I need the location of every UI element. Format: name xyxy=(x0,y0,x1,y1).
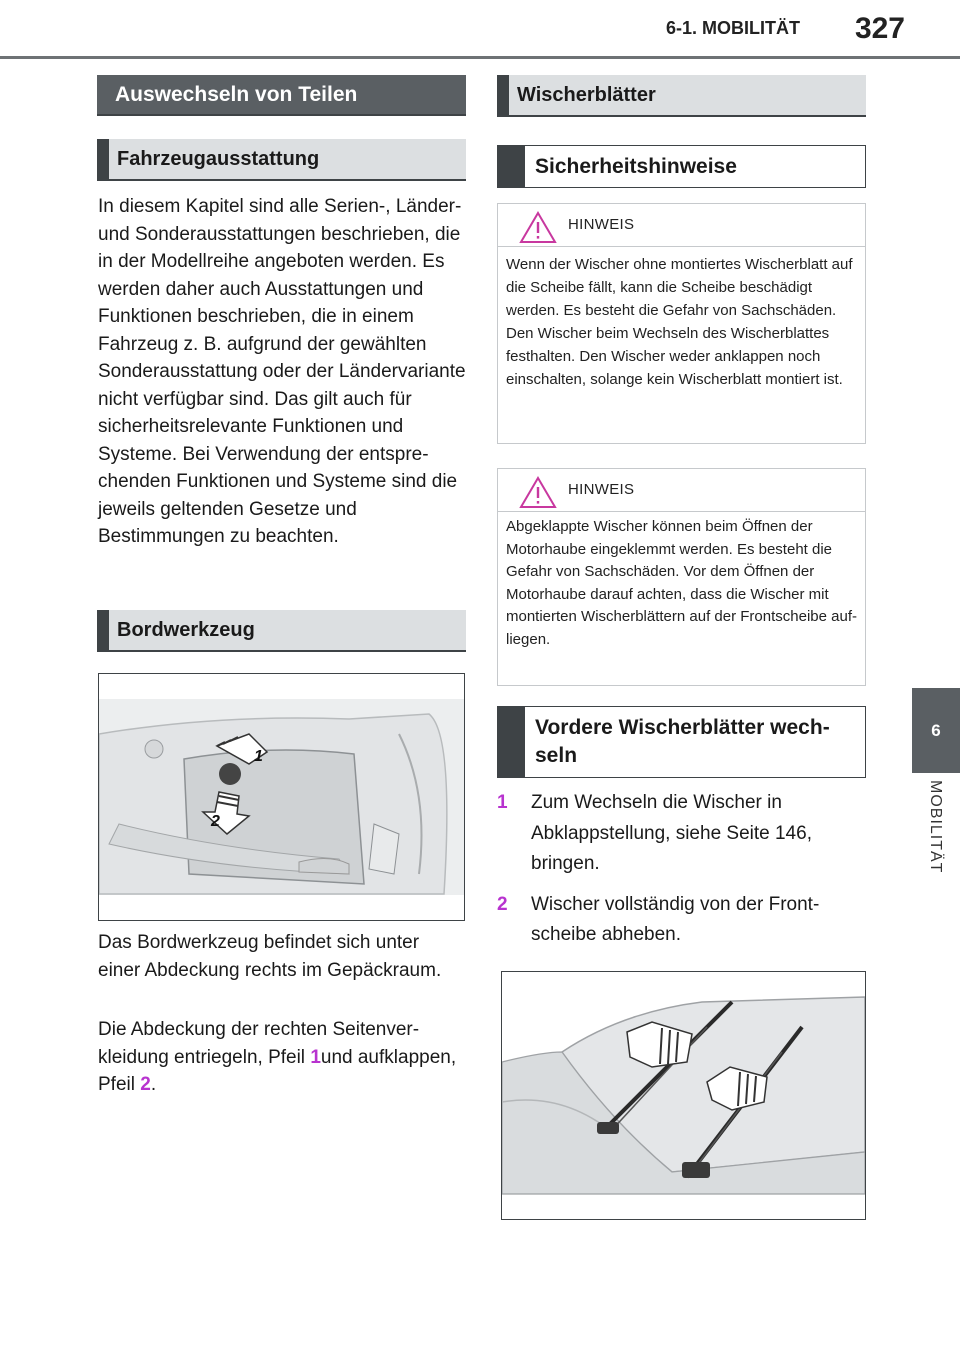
figure-label-2: 2 xyxy=(211,813,220,830)
notice-box-1 xyxy=(497,203,866,444)
notice-2-title: HINWEIS xyxy=(568,481,635,498)
heading-fahrzeugausstattung-text: Fahrzeugausstattung xyxy=(117,147,320,170)
warning-triangle-icon xyxy=(518,210,558,244)
heading-auswechseln xyxy=(97,75,466,116)
page-number: 327 xyxy=(854,12,905,45)
step-number-1: 1 xyxy=(497,792,508,813)
step-number-2: 2 xyxy=(497,893,508,915)
step-item-1 xyxy=(497,788,866,880)
notice-1-title: HINWEIS xyxy=(568,216,635,233)
heading-wischerblaetter xyxy=(497,75,866,117)
step-list xyxy=(497,788,866,951)
arrow-ref-2: 2 xyxy=(140,1074,151,1095)
paragraph-bordwerkzeug-2 xyxy=(98,1016,466,1099)
arrow-ref-1: 1 xyxy=(310,1046,321,1068)
chapter-side-label-text: MOBILITÄT xyxy=(927,780,944,874)
paragraph-bordwerkzeug-2-part-b: und aufklappen, Pfeil xyxy=(98,1046,457,1095)
heading-bordwerkzeug xyxy=(97,610,466,652)
figure-windscreen-wipers xyxy=(501,971,866,1220)
figure-label-1: 1 xyxy=(254,748,263,765)
paragraph-bordwerkzeug-1: Das Bordwerkzeug befindet sich unter einer Abdeckung rechts im Gepäckraum. xyxy=(98,932,442,981)
heading-fahrzeugausstattung xyxy=(97,139,466,181)
chapter-side-label xyxy=(912,780,960,900)
heading-bordwerkzeug-text: Bordwerkzeug xyxy=(117,618,255,641)
heading-sicherheitshinweise xyxy=(497,145,866,188)
chapter-tab xyxy=(912,688,960,773)
heading-sicherheitshinweise-text: Sicherheitshinweise xyxy=(535,154,737,178)
heading-wischerblaetter-text: Wischerblätter xyxy=(517,83,656,106)
notice-box-2 xyxy=(497,468,866,686)
paragraph-fahrzeugausstattung: In diesem Kapitel sind alle Serien-, Länder- und Sonderausstattungen beschrieben, die in der Modellreihe angeboten werden. Es werden daher auch Ausstattungen und Funktionen beschrieben, die in einem Fahrzeug z. B. aufgrund der gewählten Sonderausstattung oder der Ländervariante nicht verfügbar sind. Das gilt auch für sicherheitsrelevante Funktionen und Systeme. Bei Verwendung der entsprechenden Funktionen und Systeme sind die jeweils geltenden Gesetze und Bestimmungen zu beachten. xyxy=(98,196,466,547)
trunk-cover-illustration xyxy=(99,674,464,920)
chapter-tab-number: 6 xyxy=(931,720,941,740)
notice-2-header xyxy=(498,469,865,512)
heading-auswechseln-text: Auswechseln von Teilen xyxy=(115,82,358,106)
figure-trunk-cover xyxy=(98,673,465,921)
notice-1-header xyxy=(498,204,865,247)
notice-2-text: Abgeklappte Wischer können beim Öffnen der Motorhaube eingeklemmt werden. Es besteht die Gefahr von Sachschäden. Vor dem Öffnen der Motorhaube darauf achten, dass die Wischer mit montierten Wischerblättern auf der Frontscheibe aufliegen. xyxy=(506,518,858,648)
header-rule xyxy=(0,56,960,59)
step-text-2: Wischer vollständig von der Frontscheibe abheben. xyxy=(531,893,820,945)
wiper-illustration xyxy=(502,972,865,1219)
heading-vordere-wischerblaetter-text: Vordere Wischerblätter wechseln xyxy=(535,716,830,767)
notice-1-text: Wenn der Wischer ohne montiertes Wischerblatt auf die Scheibe fällt, kann die Scheibe beschädigt werden. Es besteht die Gefahr von Sachschäden. Den Wischer beim Wechseln des Wischerblattes festhalten. Den Wischer weder anklappen noch einschalten, solange kein Wischerblatt montiert ist. xyxy=(506,256,853,388)
paragraph-bordwerkzeug-2-part-c: . xyxy=(150,1074,157,1095)
warning-triangle-icon xyxy=(518,475,558,509)
paragraph-bordwerkzeug-2-part-a: Die Abdeckung der rechten Seitenverkleidung entriegeln, Pfeil xyxy=(98,1019,420,1068)
step-item-2 xyxy=(497,890,866,951)
running-header-section: 6-1. MOBILITÄT xyxy=(666,18,800,38)
heading-vordere-wischerblaetter xyxy=(497,706,866,778)
step-text-1: Zum Wechseln die Wischer in Abklappstellung, siehe Seite 146, bringen. xyxy=(531,792,812,874)
